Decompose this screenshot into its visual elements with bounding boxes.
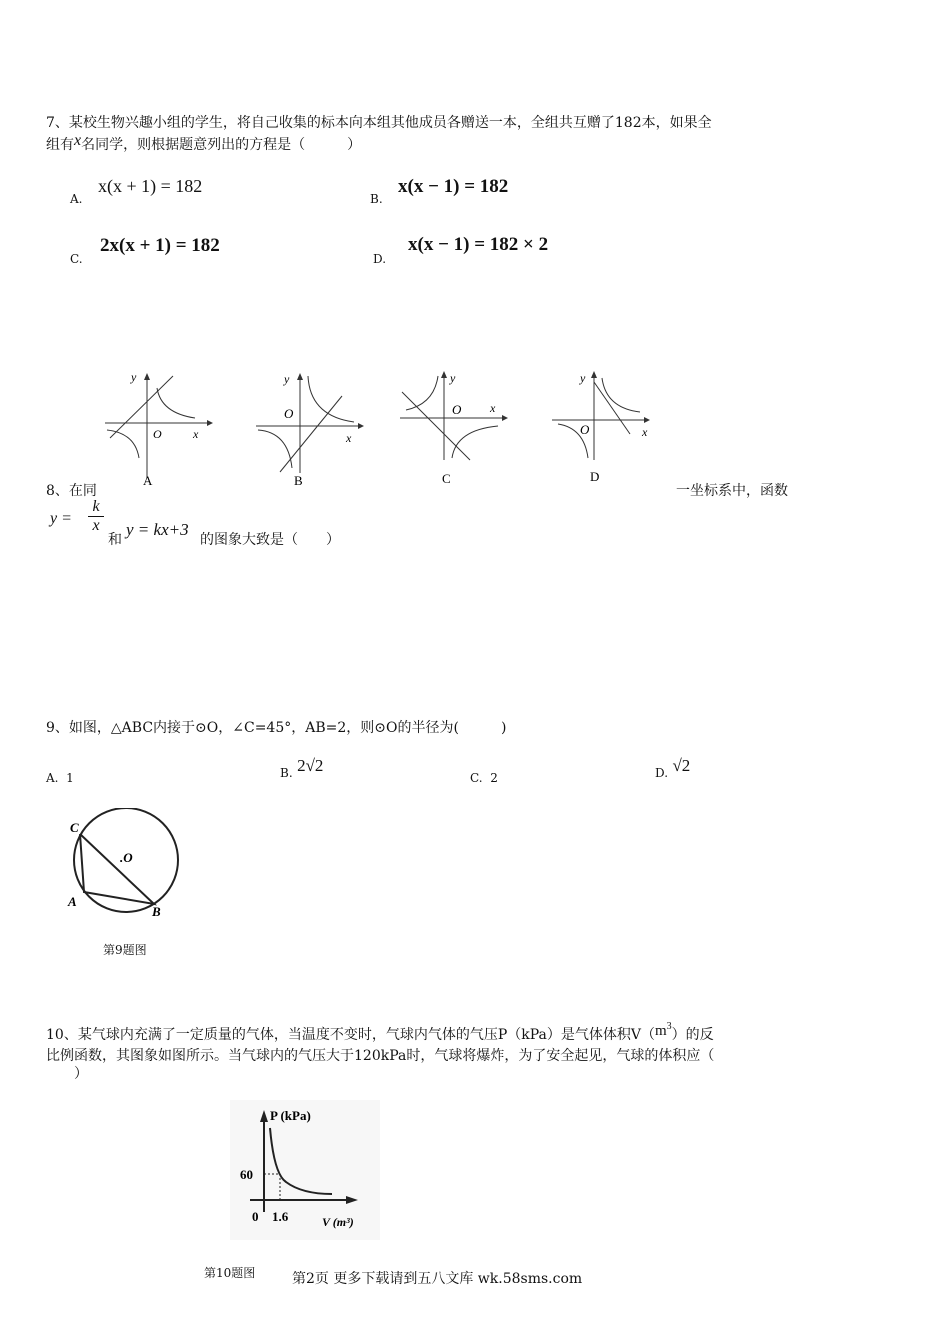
q9-option-a: [46, 771, 74, 785]
q8-b-origin: O: [284, 406, 294, 421]
q10-y-label: P (kPa): [270, 1108, 311, 1123]
q9-option-c-value: 2: [490, 771, 498, 785]
q9-caption: 第9题图: [103, 943, 147, 957]
q9-option-a-value: 1: [66, 771, 74, 785]
q8-d-origin: O: [580, 422, 590, 437]
q8-d-label: D: [590, 469, 600, 484]
q9-option-c-label: C.: [470, 771, 483, 785]
q8-prefix: 8、在同: [46, 483, 97, 499]
q7-option-d-formula: x(x − 1) = 182 × 2: [408, 234, 549, 255]
q8-b-x-label: x: [346, 431, 352, 445]
q10-x-label: V (m³): [322, 1215, 354, 1229]
q7-option-a-formula: x(x + 1) = 182: [98, 176, 203, 196]
q9-question: 9、如图，△ABC内接于⊙O，∠C=45°，AB=2，则⊙O的半径为( ): [46, 720, 507, 736]
q9-option-a-label: A.: [46, 771, 59, 785]
q10-line3: ）: [46, 1066, 88, 1082]
q8-c-y-label: y: [450, 371, 456, 385]
q8-b-label: B: [294, 473, 303, 488]
q8-func2: y = kx+3: [126, 520, 189, 539]
q7-line1: 7、某校生物兴趣小组的学生，将自己收集的标本向本组其他成员各赠送一本，全组共互赠了182本，如果全: [46, 115, 712, 131]
q8-func1-lhs: y =: [50, 510, 72, 527]
q8-graph-b: [250, 368, 370, 488]
q9-figure: [64, 808, 184, 920]
q9-option-d-label: D.: [655, 766, 669, 780]
q9-label-c: C: [70, 820, 79, 835]
q7-option-b-label: B.: [370, 192, 383, 206]
q10-unit: [655, 1023, 672, 1039]
q10-line1-a: 10、某气球内充满了一定质量的气体，当温度不变时，气球内气体的气压P（kPa）是气体体积V（: [46, 1027, 655, 1043]
q8-a-y-label: y: [131, 370, 137, 384]
q10-line1-b: ）的反: [671, 1027, 714, 1043]
page-footer: 第2页 更多下载请到五八文库 wk.58sms.com: [292, 1271, 583, 1287]
q7-option-a-label: A.: [70, 192, 83, 206]
q8-a-label: A: [143, 473, 153, 488]
q7-option-c-label: C.: [70, 252, 83, 266]
q7-option-d-label: D.: [373, 252, 387, 266]
q9-label-a: A: [68, 894, 77, 909]
q8-and: 和: [108, 532, 122, 548]
q8-a-origin: O: [153, 427, 162, 441]
q8-d-x-label: x: [642, 425, 648, 439]
q10-unit-exp: 3: [666, 1021, 672, 1032]
q9-label-o: .O: [120, 850, 133, 865]
q8-func1-den: x: [92, 517, 100, 534]
q10-line1: [46, 1021, 714, 1044]
q9-label-b: B: [152, 904, 161, 919]
q8-func1-num: k: [92, 498, 100, 515]
q10-line2: 比例函数，其图象如图所示。当气球内的气压大于120kPa时，气球将爆炸，为了安全起见，气球的体积应（: [46, 1048, 715, 1064]
q8-graph-c: [398, 368, 518, 488]
q7-line2-prefix: 组有: [46, 137, 74, 153]
q8-graph-d: [548, 368, 668, 488]
q8-c-label: C: [442, 471, 451, 486]
q9-option-d: [655, 756, 691, 782]
q7-line2-suffix: 名同学，则根据题意列出的方程是（ ）: [81, 137, 362, 153]
q8-c-x-label: x: [490, 401, 496, 415]
q9-option-d-value: √2: [672, 756, 691, 775]
q8-c-origin: O: [452, 402, 462, 417]
q10-caption: 第10题图: [204, 1266, 256, 1280]
q8-suffix: 一坐标系中，函数: [676, 483, 788, 499]
q7-option-c-formula: 2x(x + 1) = 182: [100, 235, 220, 256]
q7-line2: [46, 134, 361, 154]
q9-triangle: [80, 834, 154, 904]
q8-func1-fraction: [88, 498, 104, 535]
q7-option-b-formula: x(x − 1) = 182: [398, 176, 509, 197]
q10-graph: [230, 1100, 380, 1240]
q10-y-tick: 60: [240, 1167, 253, 1182]
q8-a-x-label: x: [193, 427, 199, 441]
q10-unit-m: m: [654, 1023, 667, 1039]
q10-x-tick: 1.6: [272, 1209, 289, 1224]
q9-option-c: [470, 771, 498, 785]
q10-origin: 0: [252, 1209, 259, 1224]
q9-option-b: [280, 756, 324, 782]
q8-b-y-label: y: [284, 372, 290, 386]
q9-option-b-value: 2√2: [297, 756, 324, 775]
q7-var-x: x: [74, 132, 82, 149]
q9-option-b-label: B.: [280, 766, 293, 780]
q8-d-y-label: y: [580, 371, 586, 385]
q8-graph-a: [95, 368, 215, 488]
q8-tail: 的图象大致是（ ）: [200, 532, 340, 548]
